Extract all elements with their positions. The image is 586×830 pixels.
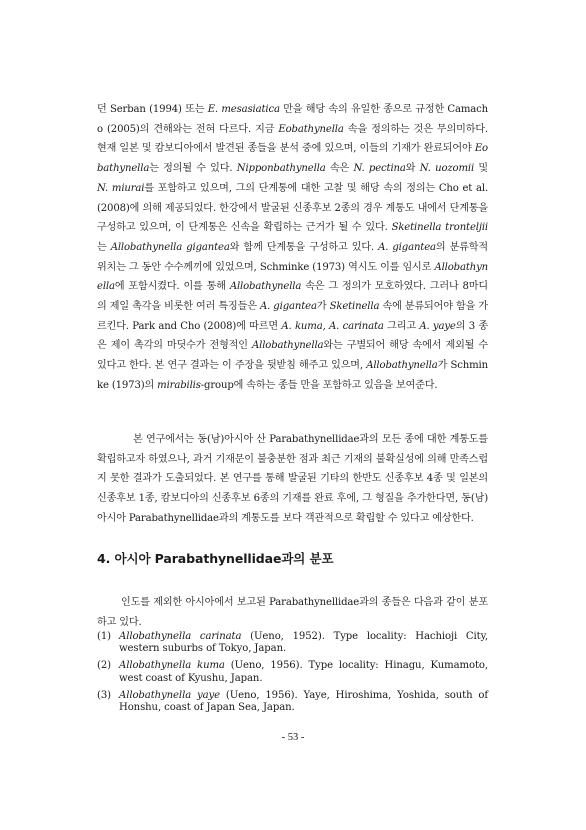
text-run: 는 정의될 수 있다. [149, 163, 237, 175]
species-name: Allobathynella yaye [119, 689, 220, 701]
list-number: (1) [97, 631, 111, 642]
italic-taxon-name: Allobathynella [251, 340, 324, 352]
text-run: 를 포함하고 있으며, 그의 단계통에 대한 고찰 및 해당 속의 정의는 Cho et al. (2008)에 의해 제공되었다. 한강에서 발굴된 신종후보 2종의 경우 계통도 내에서 단계통을 구성하고 있으며, 이 단계통은 신속을 확립하는 근거가 될 수 있다. [97, 182, 488, 234]
body-paragraph-1 [97, 100, 488, 396]
species-detail: (Ueno, 1956). Yaye, Hiroshima, Yoshida, south of Honshu, coast of Japan Sea, Japan. [119, 689, 489, 714]
species-name: Allobathynella carinata [119, 631, 242, 642]
list-number: (3) [97, 689, 111, 701]
italic-taxon-name: Eobathynella [97, 143, 488, 175]
page-number: - 53 - [281, 732, 305, 743]
list-item [97, 690, 488, 715]
list-item [97, 660, 488, 685]
text-run: -group에 속하는 종들 만을 포함하고 있음을 보여준다. [200, 379, 438, 391]
text-run: 가 [316, 301, 330, 313]
text-run: 던 Serban (1994) 또는 [97, 104, 208, 115]
species-detail: (Ueno, 1952). Type locality: Hachioji City, western suburbs of Tokyo, Japan. [119, 631, 488, 655]
list-item [97, 631, 488, 656]
text-run: 에 포함시켰다. 이를 통해 [114, 281, 230, 293]
text-run: 그리고 [383, 320, 420, 332]
list-number: (2) [97, 660, 111, 672]
body-paragraph-3: 인도를 제외한 아시아에서 보고된 Parabathynellidae과의 종들은 다음과 같이 분포하고 있다. [97, 597, 488, 628]
text-run: 속에 분류되어야 함을 가르킨다. Park and Cho (2008)에 따르면 [97, 301, 488, 332]
italic-taxon-name: N. uozomii [419, 163, 475, 175]
italic-taxon-name: A. gigantea [378, 241, 436, 253]
italic-taxon-name: A. gigantea [259, 301, 317, 313]
text-run: 와 [405, 163, 420, 175]
italic-taxon-name: A. kuma, A. carinata [281, 320, 384, 332]
italic-taxon-name: E. mesasiatica [207, 104, 280, 115]
text-run: 가 Schminke (1973)의 [97, 360, 488, 391]
text-run: 속을 정의하는 것은 무의미하다. 현재 일본 및 캄보디아에서 발견된 종들을 분석 중에 있으며, 이들의 기재가 완료되어야 [97, 123, 488, 155]
text-run: 속은 [325, 163, 354, 175]
italic-taxon-name: Sketinella [329, 301, 380, 313]
italic-taxon-name: Sketinella tronteljii [391, 222, 488, 234]
text-run: 속은 그 정의가 모호하였다. 그러나 8마디의 제일 촉각을 비롯한 여러 특징들은 [97, 281, 488, 313]
text-run: 는 [97, 241, 111, 253]
body-paragraph-2: 본 연구에서는 동(남)아시아 산 Parabathynellidae과의 모든 종에 대한 계통도를 확립하고자 하였으나, 과거 기재문이 불충분한 점과 최근 기재의 불확실성에 의해 만족스럽지 못한 결과가 도출되었다. 본 연구를 통해 발굴된 기타의 한반도 신종후보 4종 및 일본의 신종후보 1종, 캄보디아의 신종후보 6종의 기재를 완료 후에, 그 형질을 추가한다면, 동(남)아시아 Parabathynellidae과의 계통도를 보다 객관적으로 확립할 수 있다고 예상한다. [97, 434, 488, 524]
species-list [97, 631, 488, 719]
section-heading: 4. 아시아 Parabathynellidae과의 분포 [97, 551, 334, 566]
text-run: 의 3 종은 제이 촉각의 마딧수가 전형적인 [97, 320, 488, 352]
italic-taxon-name: mirabilis [157, 379, 201, 391]
text-run: 의 분류학적 위치는 그 동안 수수께끼에 있었으며, Schminke (1973) 역시도 이를 임시로 [97, 241, 488, 273]
text-run: 만을 해당 속의 유일한 종으로 규정한 Camacho (2005)의 견해와는 전혀 다르다. 지금 [97, 104, 488, 135]
italic-taxon-name: Eobathynella [278, 123, 344, 135]
text-run: 및 [474, 163, 488, 175]
species-detail: (Ueno, 1956). Type locality: Hinagu, Kumamoto, west coast of Kyushu, Japan. [119, 660, 488, 684]
text-run: 와 함께 단계통을 구성하고 있다. [229, 241, 379, 253]
italic-taxon-name: N. miurai [97, 182, 145, 194]
italic-taxon-name: N. pectina [353, 163, 406, 175]
italic-taxon-name: Allobathynella [229, 281, 302, 293]
text-run: 와는 구별되어 해당 속에서 제외될 수 있다고 한다. 본 연구 결과는 이 주장을 뒷받침 해주고 있으며, [97, 340, 488, 372]
italic-taxon-name: Nipponbathynella [236, 163, 326, 175]
italic-taxon-name: A. yaye [419, 320, 456, 332]
italic-taxon-name: Allobathynella [97, 261, 488, 293]
species-name: Allobathynella kuma [119, 660, 225, 672]
italic-taxon-name: Allobathynella gigantea [110, 241, 230, 253]
italic-taxon-name: Allobathynella [366, 360, 438, 372]
